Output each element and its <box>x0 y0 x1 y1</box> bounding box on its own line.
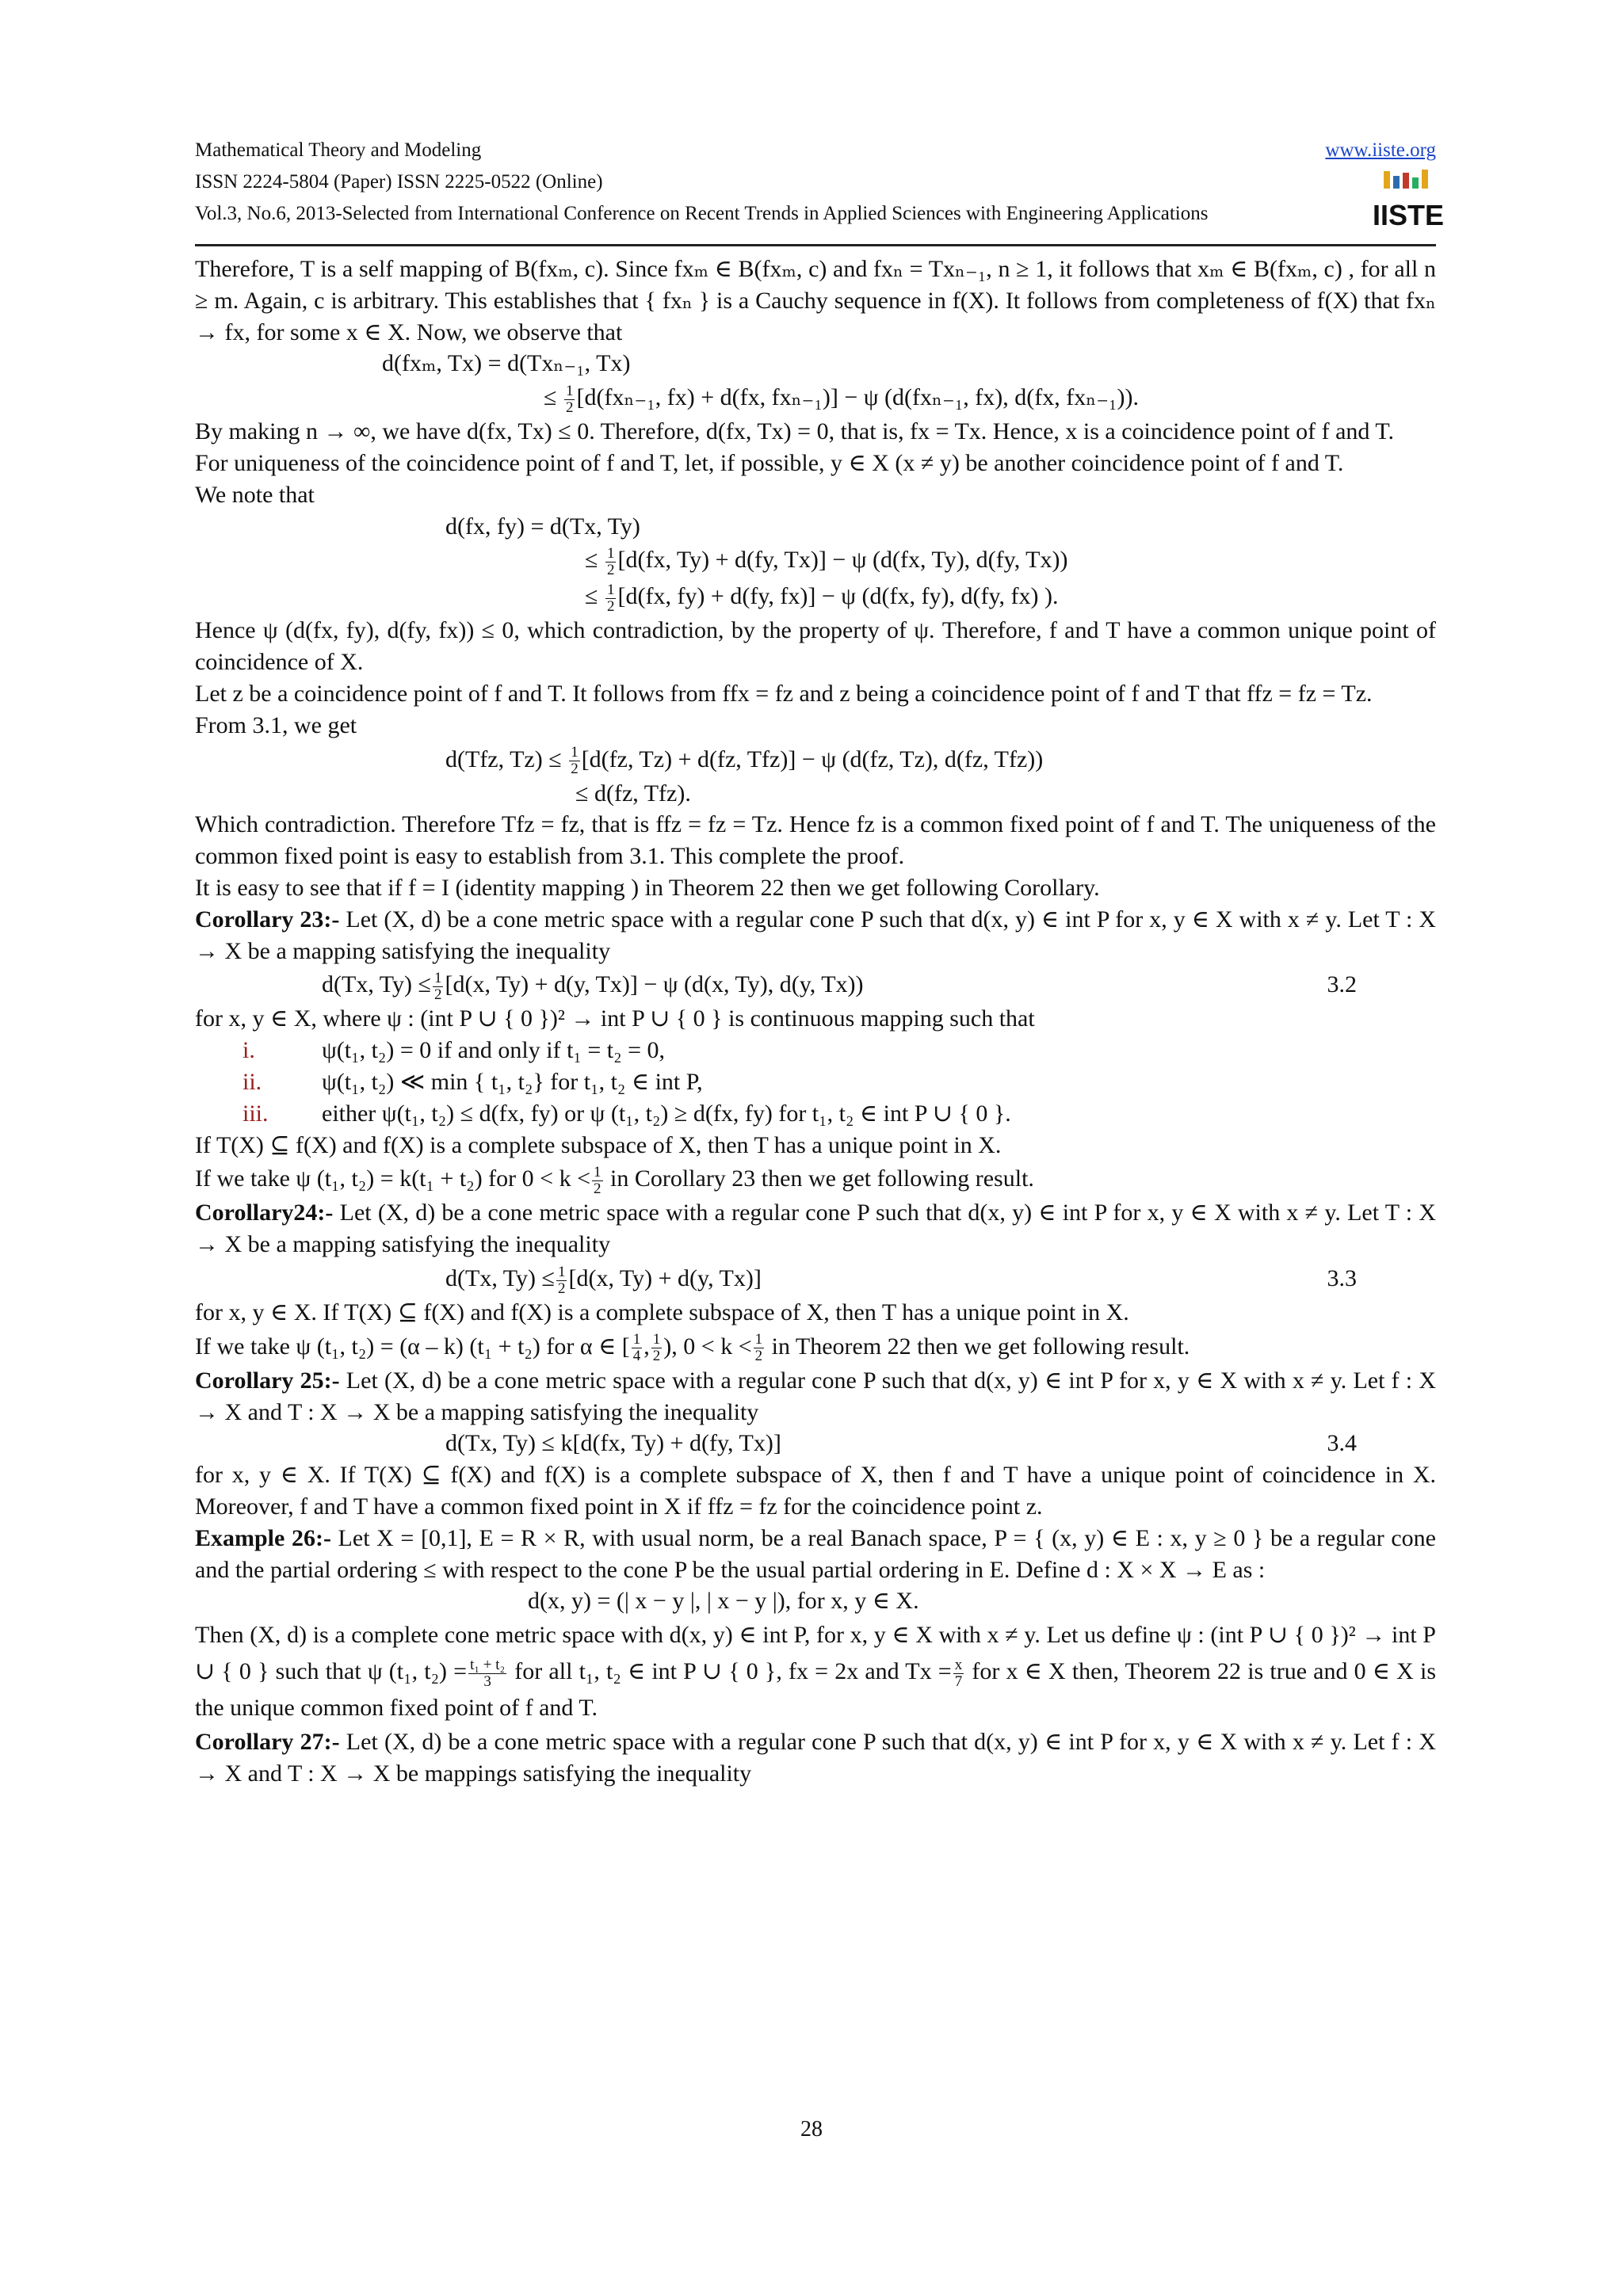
iiste-logo-icon <box>1372 170 1445 231</box>
fraction: $\frac{1}{4}$ <box>632 1331 641 1365</box>
paragraph: Hence ψ (d(fx, fy), d(fy, fx)) ≤ 0, which contradiction, by the property of ψ. Therefore, f and T have a common unique point of coincidence of X. <box>195 617 1436 676</box>
journal-issn: ISSN 2224-5804 (Paper) ISSN 2225-0522 (Online) <box>195 171 603 193</box>
corollary-23: Corollary 23:- Let (X, d) be a cone metric space with a regular cone P such that d(x, y) ∈ int P for x, y ∈ X with x ≠ y. Let T : X → X be a mapping satisfying the inequality <box>195 906 1436 964</box>
article-body <box>195 254 1436 1790</box>
equation-line: d(Tx, Ty) ≤ $\frac{1}{2}$ [d(x, Ty) + d(y, Tx)] 3.3 <box>195 1261 1436 1297</box>
equation-line: d(Tx, Ty) ≤ $\frac{1}{2}$ [d(x, Ty) + d(y, Tx)] − ψ (d(x, Ty), d(y, Tx)) 3.2 <box>195 967 1436 1003</box>
corollary-label: Corollary24:- <box>195 1199 334 1226</box>
paragraph: Therefore, T is a self mapping of B(fxₘ, c). Since fxₘ ∈ B(fxₘ, c) and fxₙ = Txₙ₋₁, n ≥ 1, it follows that xₘ ∈ B(fxₘ, c) , for all n ≥ m. Again, c is arbitrary. This establishes that { fxₙ } is a Cauchy sequence in f(X). It follows from completeness of f(X) that fxₙ → fx, for some x ∈ X. Now, we observe that <box>195 256 1436 345</box>
paragraph: Then (X, d) is a complete cone metric space with d(x, y) ∈ int P, for x, y ∈ X with x ≠ y. Let us define ψ : (int P ∪ { 0 })² → int P ∪ { 0 } such that ψ (t₁, t₂) = $\frac{\text{t₁ + t₂}}{3}$ for all t₁, t₂ ∈ int P ∪ { 0 }, fx = 2x and Tx = $\frac{x}{7}$ for x ∈ X then, Theorem 22 is true and 0 ∈ X is the unique common fixed point of f and T. <box>195 1622 1437 1722</box>
equation-line: ≤ $\frac{1}{2}$ [d(fx, Ty) + d(fy, Tx)] − ψ (d(fx, Ty), d(fy, Tx)) <box>585 544 1068 578</box>
fraction: $\frac{1}{2}$ <box>565 382 574 416</box>
paragraph: From 3.1, we get <box>195 711 357 738</box>
journal-website-link[interactable]: www.iiste.org <box>1325 139 1436 161</box>
fraction: $\frac{1}{2}$ <box>433 969 442 1003</box>
header-divider <box>195 244 1436 246</box>
fraction: $\frac{1}{2}$ <box>594 1163 601 1197</box>
equation-number: 3.4 <box>1327 1430 1357 1457</box>
equation-line: d(fx, fy) = d(Tx, Ty) <box>445 513 640 540</box>
equation-line: d(x, y) = (| x − y |, | x − y |), for x, y ∈ X. <box>528 1588 919 1615</box>
paragraph: for x, y ∈ X. If T(X) ⊆ f(X) and f(X) is a complete subspace of X, then f and T have a unique point of coincidence in X. Moreover, f and T have a common fixed point in X if ffz = fz for the coincidence point z. <box>195 1462 1436 1520</box>
paragraph: If we take ψ (t₁, t₂) = k(t₁ + t₂) for 0 < k < $\frac{1}{2}$ in Corollary 23 then we get following result. <box>195 1163 1034 1197</box>
fraction: $\frac{1}{2}$ <box>557 1263 566 1297</box>
paragraph: We note that <box>195 481 315 508</box>
journal-title: Mathematical Theory and Modeling <box>195 139 482 161</box>
page-number: 28 <box>800 2117 823 2142</box>
fraction: $\frac{1}{2}$ <box>606 544 615 578</box>
fraction: $\frac{\text{t₁ + t₂}}{3}$ <box>470 1656 506 1690</box>
list-item: i. ψ(t₁, t₂) = 0 if and only if t₁ = t₂ = 0, <box>242 1037 665 1064</box>
equation-line: d(Tx, Ty) ≤ k[d(fx, Ty) + d(fy, Tx)] 3.4 <box>195 1428 1436 1459</box>
equation-line: ≤ $\frac{1}{2}$ [d(fxₙ₋₁, fx) + d(fx, fxₙ₋₁)] − ψ (d(fxₙ₋₁, fx), d(fx, fxₙ₋₁)). <box>544 382 1139 416</box>
paragraph: For uniqueness of the coincidence point of f and T, let, if possible, y ∈ X (x ≠ y) be another coincidence point of f and T. <box>195 449 1344 476</box>
fraction: $\frac{x}{7}$ <box>954 1656 963 1690</box>
corollary-27: Corollary 27:- Let (X, d) be a cone metric space with a regular cone P such that d(x, y) ∈ int P for x, y ∈ X with x ≠ y. Let f : X → X and T : X → X be mappings satisfying the inequality <box>195 1729 1436 1787</box>
paragraph: It is easy to see that if f = I (identity mapping ) in Theorem 22 then we get following Corollary. <box>195 874 1100 901</box>
corollary-25: Corollary 25:- Let (X, d) be a cone metric space with a regular cone P such that d(x, y) ∈ int P for x, y ∈ X with x ≠ y. Let f : X → X and T : X → X be a mapping satisfying the inequality <box>195 1367 1436 1425</box>
equation-line: ≤ $\frac{1}{2}$ [d(fx, fy) + d(fy, fx)] − ψ (d(fx, fy), d(fy, fx) ). <box>585 581 1059 615</box>
example-label: Example 26:- <box>195 1524 331 1551</box>
corollary-label: Corollary 27:- <box>195 1729 340 1756</box>
logo-text: IISTE <box>1372 199 1445 231</box>
fraction: $\frac{1}{2}$ <box>606 581 615 615</box>
paragraph: Let z be a coincidence point of f and T. It follows from ffx = fz and z being a coincidence point of f and T that ffz = fz = Tz. <box>195 680 1373 707</box>
paragraph: If T(X) ⊆ f(X) and f(X) is a complete subspace of X, then T has a unique point in X. <box>195 1131 1002 1158</box>
fraction: $\frac{1}{2}$ <box>571 744 579 778</box>
list-item: ii. ψ(t₁, t₂) ≪ min { t₁, t₂} for t₁, t₂ ∈ int P, <box>242 1068 703 1095</box>
paragraph: for x, y ∈ X. If T(X) ⊆ f(X) and f(X) is a complete subspace of X, then T has a unique point in X. <box>195 1299 1129 1325</box>
corollary-24: Corollary24:- Let (X, d) be a cone metric space with a regular cone P such that d(x, y) ∈ int P for x, y ∈ X with x ≠ y. Let T : X → X be a mapping satisfying the inequality <box>195 1199 1436 1258</box>
paragraph: for x, y ∈ X, where ψ : (int P ∪ { 0 })² → int P ∪ { 0 } is continuous mapping such that <box>195 1005 1035 1032</box>
equation-line: ≤ d(fz, Tfz). <box>575 780 691 807</box>
paragraph: By making n → ∞, we have d(fx, Tx) ≤ 0. Therefore, d(fx, Tx) = 0, that is, fx = Tx. Hence, x is a coincidence point of f and T. <box>195 418 1394 445</box>
fraction: $\frac{1}{2}$ <box>652 1331 661 1365</box>
paragraph: If we take ψ (t₁, t₂) = (α – k) (t₁ + t₂) for α ∈ [ $\frac{1}{4}$ , $\frac{1}{2}$ ), 0 < k < $\frac{1}{2}$ in Theorem 22 then we get following result. <box>195 1331 1190 1365</box>
example-26: Example 26:- Let X = [0,1], E = R × R, with usual norm, be a real Banach space, P = { (x, y) ∈ E : x, y ≥ 0 } be a regular cone and the partial ordering ≤ with respect to the cone P be the usual partial ordering in E. Define d : X × X → E as : <box>195 1524 1436 1583</box>
list-item: iii. either ψ(t₁, t₂) ≤ d(fx, fy) or ψ (t₁, t₂) ≥ d(fx, fy) for t₁, t₂ ∈ int P ∪ { 0 }. <box>242 1100 1011 1127</box>
journal-volume: Vol.3, No.6, 2013-Selected from International Conference on Recent Trends in Applied Sciences with Engineering Applications <box>195 203 1209 224</box>
equation-number: 3.3 <box>1327 1264 1357 1291</box>
corollary-label: Corollary 23:- <box>195 906 340 933</box>
corollary-label: Corollary 25:- <box>195 1367 340 1394</box>
equation-line: d(fxₘ, Tx) = d(Txₙ₋₁, Tx) <box>382 350 631 377</box>
paragraph: Which contradiction. Therefore Tfz = fz, that is ffz = fz = Tz. Hence fz is a common fixed point of f and T. The uniqueness of the common fixed point is easy to establish from 3.1. This complete the proof. <box>195 811 1436 870</box>
equation-number: 3.2 <box>1327 971 1357 998</box>
page-header <box>195 135 1445 246</box>
equation-line: d(Tfz, Tz) ≤ $\frac{1}{2}$ [d(fz, Tz) + d(fz, Tfz)] − ψ (d(fz, Tz), d(fz, Tfz)) <box>445 744 1044 778</box>
fraction: $\frac{1}{2}$ <box>754 1331 763 1365</box>
